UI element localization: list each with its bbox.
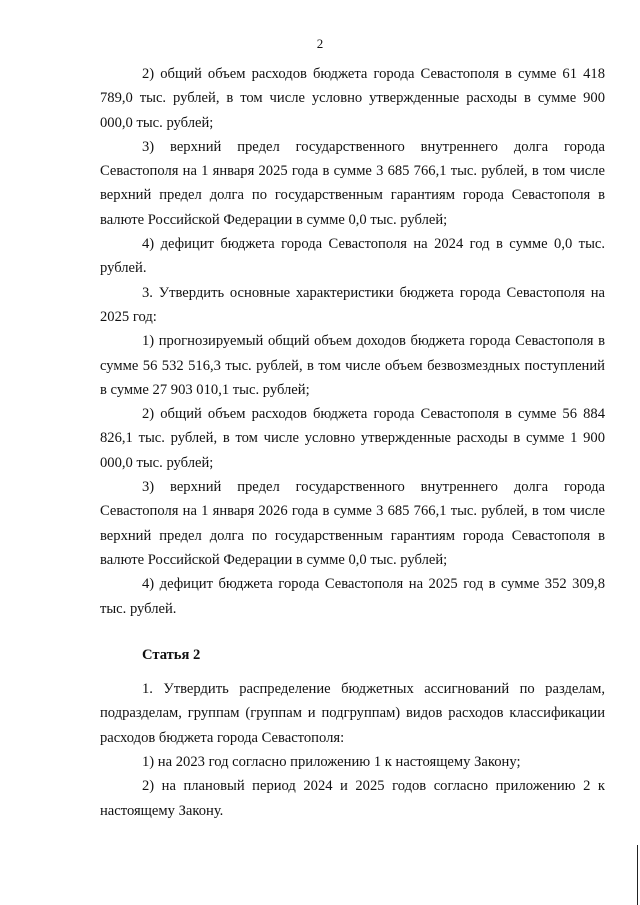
paragraph-allocation-2024-2025: 2) на плановый период 2024 и 2025 годов согласно приложению 2 к настоящему Закону. [100, 778, 605, 819]
paragraph-total-expenditure-2025: 2) общий объем расходов бюджета города Севастополя в сумме 56 884 826,1 тыс. рублей, в том числе условно утвержденные расходы в сумме 1 900 000,0 тыс. рублей; [100, 406, 605, 471]
paragraph-deficit-2024: 4) дефицит бюджета города Севастополя на 2024 год в сумме 0,0 тыс. рублей. [100, 236, 605, 277]
paragraph-allocation-2023: 1) на 2023 год согласно приложению 1 к настоящему Закону; [142, 754, 521, 771]
paragraph-deficit-2025: 4) дефицит бюджета города Севастополя на 2025 год в сумме 352 309,8 тыс. рублей. [100, 576, 605, 617]
article-heading: Статья 2 [142, 646, 201, 663]
document-body [100, 62, 605, 823]
paragraph-total-expenditure-2024: 2) общий объем расходов бюджета города Севастополя в сумме 61 418 789,0 тыс. рублей, в том числе условно утвержденные расходы в сумме 900 000,0 тыс. рублей; [100, 66, 605, 131]
scan-edge-line [637, 845, 638, 905]
paragraph-debt-limit-2025: 3) верхний предел государственного внутреннего долга города Севастополя на 1 января 2025 года в сумме 3 685 766,1 тыс. рублей, в том числе верхний предел долга по государственным гарантиям города Севастополя в валюте Российской Федерации в сумме 0,0 тыс. рублей; [100, 138, 605, 228]
paragraph-debt-limit-2026: 3) верхний предел государственного внутреннего долга города Севастополя на 1 января 2026 года в сумме 3 685 766,1 тыс. рублей, в том числе верхний предел долга по государственным гарантиям города Севастополя в валюте Российской Федерации в сумме 0,0 тыс. рублей; [100, 479, 605, 568]
paragraph-allocation-intro: 1. Утвердить распределение бюджетных ассигнований по разделам, подразделам, группам (группам и подгруппам) видов расходов классификации расходов бюджета города Севастополя: [100, 681, 605, 746]
page-number: 2 [316, 36, 324, 51]
paragraph-revenue-2025: 1) прогнозируемый общий объем доходов бюджета города Севастополя в сумме 56 532 516,3 тыс. рублей, в том числе объем безвозмездных поступлений в сумме 27 903 010,1 тыс. рублей; [100, 333, 605, 398]
paragraph-item-3-intro: 3. Утвердить основные характеристики бюджета города Севастополя на 2025 год: [100, 284, 605, 325]
